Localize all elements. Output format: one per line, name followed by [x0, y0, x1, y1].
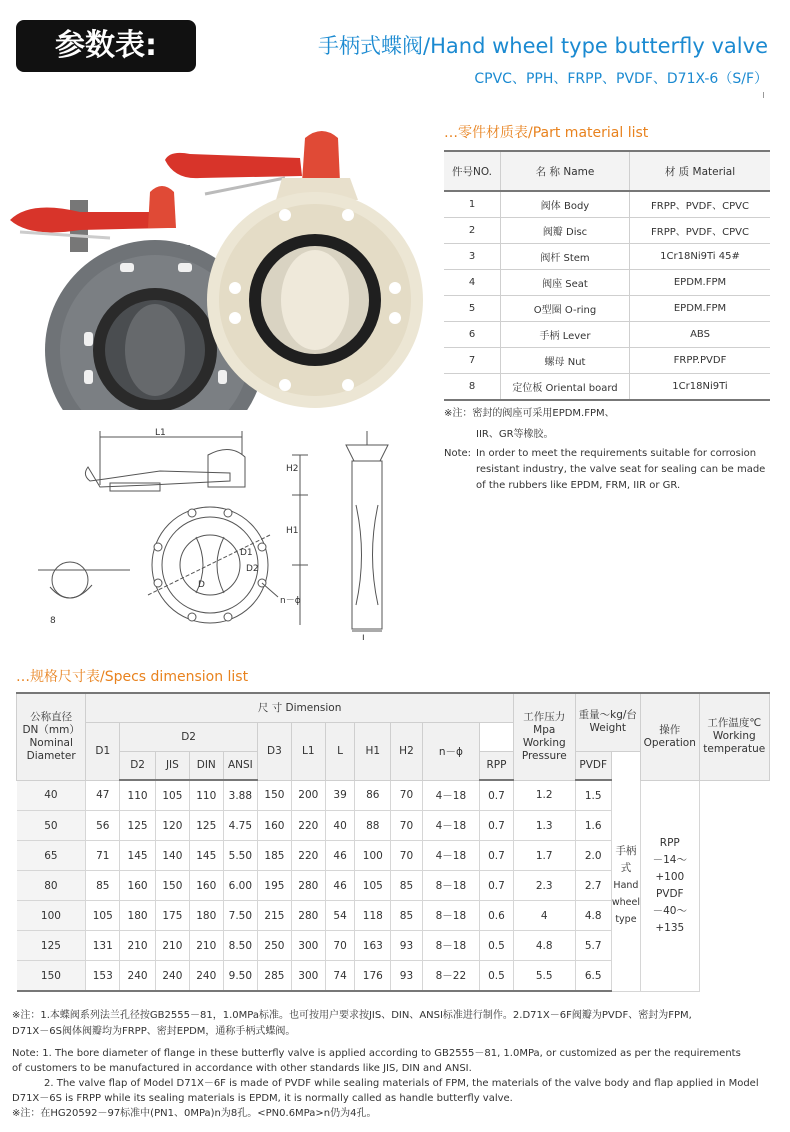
spec-cell-d1: 56	[86, 811, 120, 841]
footer-note-en-2: of customers to be manufactured in accordance with other standards like JIS, DIN and ANSI.	[12, 1063, 472, 1074]
h-nominal-2: DN（mm）	[22, 723, 80, 736]
h-temp-1: 工作温度℃	[707, 717, 762, 730]
part-name: 阀体 Body	[501, 191, 630, 218]
spec-cell-n-phi: 4－18	[422, 811, 479, 841]
section-badge: 参数表:	[16, 20, 196, 72]
spec-cell-dn: 100	[17, 901, 86, 931]
part-name: 阀座 Seat	[501, 270, 630, 296]
spec-cell-ansi: 6.00	[223, 871, 257, 901]
parts-row	[444, 374, 770, 401]
parts-row	[444, 348, 770, 374]
part-no: 2	[444, 218, 501, 244]
spec-col-l: L	[325, 722, 355, 780]
spec-cell-n-phi: 8－18	[422, 871, 479, 901]
spec-col-pressure	[513, 693, 575, 780]
part-material: FRPP、PVDF、CPVC	[630, 191, 771, 218]
h-nominal-3: Nominal	[29, 736, 73, 749]
spec-col-weight	[575, 693, 640, 751]
spec-cell-din: 180	[189, 901, 223, 931]
spec-col-d2-din: DIN	[189, 751, 223, 780]
spec-cell-l: 70	[325, 931, 355, 961]
spec-col-d3: D3	[257, 722, 291, 780]
operation-line: type	[615, 913, 637, 925]
spec-cell-pressure: 0.7	[480, 841, 514, 871]
spec-cell-l1: 200	[291, 780, 325, 811]
part-no: 4	[444, 270, 501, 296]
spec-cell-l: 46	[325, 841, 355, 871]
spec-cell-d3: 285	[257, 961, 291, 992]
spec-cell-l: 74	[325, 961, 355, 992]
spec-cell-operation	[611, 780, 640, 991]
spec-cell-jis: 140	[155, 841, 189, 871]
spec-cell-ansi: 4.75	[223, 811, 257, 841]
part-name: 定位板 Oriental board	[501, 374, 630, 401]
spec-col-operation	[641, 693, 700, 780]
parts-row	[444, 218, 770, 244]
spec-cell-d2: 160	[120, 871, 156, 901]
spec-cell-dn: 50	[17, 811, 86, 841]
h-nominal-1: 公称直径	[30, 710, 73, 723]
parts-note-cn-1: ※注：密封的阀座可采用EPDM.FPM、	[444, 408, 615, 419]
spec-cell-d1: 105	[86, 901, 120, 931]
spec-cell-n-phi: 4－18	[422, 780, 479, 811]
spec-col-d1: D1	[86, 722, 120, 780]
spec-cell-d1: 153	[86, 961, 120, 992]
spec-cell-jis: 120	[155, 811, 189, 841]
parts-table	[444, 150, 770, 401]
h-pressure-4: Pressure	[521, 749, 567, 762]
dim-D: D	[198, 580, 205, 590]
spec-cell-d2: 110	[120, 780, 156, 811]
dim-H1: H1	[286, 526, 299, 536]
part-name: 阀杆 Stem	[501, 244, 630, 270]
spec-cell-dn: 40	[17, 780, 86, 811]
parts-note-en-1: In order to meet the requirements suitable for corrosion	[476, 448, 757, 459]
spec-cell-jis: 240	[155, 961, 189, 992]
parts-row	[444, 244, 770, 270]
spec-cell-ansi: 8.50	[223, 931, 257, 961]
operation-line: 手柄式	[615, 844, 637, 874]
parts-row	[444, 296, 770, 322]
spec-cell-weight-pvdf: 4.8	[575, 901, 611, 931]
part-name: 螺母 Nut	[501, 348, 630, 374]
spec-cell-d1: 131	[86, 931, 120, 961]
spec-cell-h2: 70	[391, 811, 423, 841]
spec-cell-n-phi: 4－18	[422, 841, 479, 871]
parts-note-en-label: Note:	[444, 448, 472, 459]
spec-col-h2: H2	[391, 722, 423, 780]
spec-cell-l: 40	[325, 811, 355, 841]
parts-row	[444, 322, 770, 348]
valve-photo	[0, 120, 430, 410]
spec-cell-h1: 163	[355, 931, 391, 961]
header-divider	[763, 92, 764, 98]
spec-cell-h1: 176	[355, 961, 391, 992]
spec-cell-weight-pvdf: 6.5	[575, 961, 611, 992]
spec-cell-ansi: 9.50	[223, 961, 257, 992]
spec-cell-d1: 71	[86, 841, 120, 871]
spec-cell-weight-rpp: 4	[513, 901, 575, 931]
spec-cell-pressure: 0.7	[480, 871, 514, 901]
footer-note-en-4: D71X－6S is FRPP while its sealing materials is EPDM, it is normally called as handle butterfly valve.	[12, 1093, 513, 1104]
spec-cell-d3: 215	[257, 901, 291, 931]
part-no: 7	[444, 348, 501, 374]
h-weight-2: Weight	[589, 722, 627, 735]
spec-cell-l1: 300	[291, 961, 325, 992]
spec-cell-l: 46	[325, 871, 355, 901]
footer-note-en-3: 2. The valve flap of Model D71X－6F is made of PVDF while sealing materials of FPM, the materials of the valve body and flap applied in Model	[44, 1078, 759, 1089]
h-temp-3: temperatue	[703, 743, 766, 756]
spec-cell-h1: 118	[355, 901, 391, 931]
spec-cell-d3: 160	[257, 811, 291, 841]
dim-L: L	[362, 634, 368, 640]
spec-cell-dn: 65	[17, 841, 86, 871]
spec-row	[17, 780, 770, 811]
temperature-line: －14～+100	[652, 853, 687, 883]
part-material: 1Cr18Ni9Ti 45#	[630, 244, 771, 270]
dim-H2: H2	[286, 464, 299, 474]
part-material: EPDM.FPM	[630, 296, 771, 322]
spec-col-d2: D2	[120, 722, 258, 751]
spec-cell-l1: 220	[291, 841, 325, 871]
spec-cell-jis: 210	[155, 931, 189, 961]
spec-cell-h1: 86	[355, 780, 391, 811]
footer-note-cn-2: D71X－6S阀体阀瓣均为FRPP、密封EPDM，通称手柄式蝶阀。	[12, 1026, 296, 1037]
dim-ref-8: 8	[50, 616, 56, 626]
spec-col-dimension: 尺 寸 Dimension	[86, 693, 514, 722]
part-no: 1	[444, 191, 501, 218]
spec-col-nphi: n－ϕ	[422, 722, 479, 780]
spec-cell-ansi: 7.50	[223, 901, 257, 931]
spec-cell-jis: 175	[155, 901, 189, 931]
spec-cell-l: 54	[325, 901, 355, 931]
page-subtitle: CPVC、PPH、FRPP、PVDF、D71X-6（S/F）	[474, 71, 768, 87]
parts-heading: …零件材质表/Part material list	[444, 125, 649, 141]
spec-cell-d2: 240	[120, 961, 156, 992]
footer-note-cn-3: ※注：在HG20592－97标准中(PN1、0MPa)n为8孔。<PN0.6MPa>n仍为4孔。	[12, 1108, 377, 1119]
spec-cell-l1: 280	[291, 871, 325, 901]
part-name: 阀瓣 Disc	[501, 218, 630, 244]
spec-cell-ansi: 3.88	[223, 780, 257, 811]
spec-cell-h2: 70	[391, 841, 423, 871]
spec-col-l1: L1	[291, 722, 325, 780]
spec-col-weight-pvdf: PVDF	[575, 751, 611, 780]
part-no: 5	[444, 296, 501, 322]
spec-cell-d2: 180	[120, 901, 156, 931]
spec-cell-weight-pvdf: 2.0	[575, 841, 611, 871]
spec-cell-pressure: 0.7	[480, 780, 514, 811]
part-material: 1Cr18Ni9Ti	[630, 374, 771, 401]
h-weight-1: 重量～kg/台	[578, 709, 637, 722]
parts-note-en-2: resistant industry, the valve seat for sealing can be made	[476, 464, 766, 475]
footer-note-cn-1: ※注：1.本蝶阀系列法兰孔径按GB2555－81，1.0MPa标准。也可按用户要求按JIS、DIN、ANSI标准进行制作。2.D71X－6F阀瓣为PVDF、密封为FPM,	[12, 1010, 692, 1021]
spec-cell-weight-rpp: 1.7	[513, 841, 575, 871]
spec-cell-weight-rpp: 1.3	[513, 811, 575, 841]
spec-cell-weight-pvdf: 1.5	[575, 780, 611, 811]
part-name: 手柄 Lever	[501, 322, 630, 348]
spec-cell-pressure: 0.7	[480, 811, 514, 841]
spec-cell-h1: 88	[355, 811, 391, 841]
h-operation-1: 操作	[659, 723, 681, 736]
spec-cell-din: 240	[189, 961, 223, 992]
parts-note-en-3: of the rubbers like EPDM, FRM, IIR or GR.	[476, 480, 681, 491]
dim-n-phi: n－ϕ	[280, 596, 301, 606]
dim-L1: L1	[155, 428, 166, 438]
page-title: 手柄式蝶阀/Hand wheel type butterfly valve	[318, 34, 768, 58]
spec-cell-pressure: 0.5	[480, 961, 514, 992]
spec-cell-jis: 150	[155, 871, 189, 901]
spec-cell-h2: 85	[391, 901, 423, 931]
spec-cell-d3: 195	[257, 871, 291, 901]
h-temp-2: Working	[712, 730, 756, 743]
spec-cell-dn: 80	[17, 871, 86, 901]
spec-cell-weight-pvdf: 5.7	[575, 931, 611, 961]
spec-cell-pressure: 0.5	[480, 931, 514, 961]
parts-col-material: 材 质 Material	[630, 151, 771, 191]
operation-line: wheel	[611, 896, 640, 908]
spec-cell-ansi: 5.50	[223, 841, 257, 871]
spec-col-nominal	[17, 693, 86, 780]
dim-D1: D1	[240, 548, 253, 558]
spec-header-row-1	[17, 693, 770, 722]
spec-col-d2-jis: JIS	[155, 751, 189, 780]
spec-cell-weight-pvdf: 2.7	[575, 871, 611, 901]
spec-cell-weight-pvdf: 1.6	[575, 811, 611, 841]
spec-cell-din: 145	[189, 841, 223, 871]
spec-cell-d2: 125	[120, 811, 156, 841]
spec-cell-dn: 150	[17, 961, 86, 992]
spec-col-temp	[699, 693, 769, 780]
operation-line: Hand	[613, 879, 639, 891]
dim-D2: D2	[246, 564, 259, 574]
parts-col-name: 名 称 Name	[501, 151, 630, 191]
spec-cell-d1: 85	[86, 871, 120, 901]
spec-cell-n-phi: 8－18	[422, 931, 479, 961]
part-material: FRPP、PVDF、CPVC	[630, 218, 771, 244]
part-material: ABS	[630, 322, 771, 348]
spec-cell-d3: 250	[257, 931, 291, 961]
spec-cell-l1: 220	[291, 811, 325, 841]
spec-cell-din: 125	[189, 811, 223, 841]
parts-header-row	[444, 151, 770, 191]
parts-col-no: 件号NO.	[444, 151, 501, 191]
spec-cell-h1: 105	[355, 871, 391, 901]
spec-col-d2-d2: D2	[120, 751, 156, 780]
spec-cell-l1: 300	[291, 931, 325, 961]
spec-cell-h2: 85	[391, 871, 423, 901]
parts-row	[444, 191, 770, 218]
part-name: O型圈 O-ring	[501, 296, 630, 322]
h-operation-2: Operation	[643, 736, 696, 749]
spec-col-d2-ansi: ANSI	[223, 751, 257, 780]
spec-cell-h2: 93	[391, 961, 423, 992]
spec-cell-din: 160	[189, 871, 223, 901]
part-no: 8	[444, 374, 501, 401]
spec-cell-d3: 150	[257, 780, 291, 811]
spec-cell-weight-rpp: 2.3	[513, 871, 575, 901]
spec-cell-d3: 185	[257, 841, 291, 871]
temperature-line: RPP	[659, 836, 680, 849]
spec-cell-h1: 100	[355, 841, 391, 871]
spec-cell-din: 110	[189, 780, 223, 811]
h-pressure-2: Mpa	[533, 723, 556, 736]
technical-drawing	[30, 425, 430, 640]
parts-note-cn-2: IIR、GR等橡胶。	[476, 429, 554, 440]
h-nominal-4: Diameter	[26, 749, 76, 762]
spec-cell-d1: 47	[86, 780, 120, 811]
spec-cell-l1: 280	[291, 901, 325, 931]
specs-heading: …规格尺寸表/Specs dimension list	[16, 669, 249, 685]
spec-cell-weight-rpp: 1.2	[513, 780, 575, 811]
temperature-line: －40～+135	[652, 904, 687, 934]
spec-cell-d2: 210	[120, 931, 156, 961]
spec-cell-din: 210	[189, 931, 223, 961]
spec-table	[16, 692, 770, 992]
spec-cell-n-phi: 8－22	[422, 961, 479, 992]
h-pressure-3: Working	[522, 736, 566, 749]
spec-cell-h2: 93	[391, 931, 423, 961]
spec-cell-jis: 105	[155, 780, 189, 811]
spec-col-weight-rpp: RPP	[480, 751, 514, 780]
part-no: 6	[444, 322, 501, 348]
spec-cell-temperature	[641, 780, 700, 991]
h-pressure-1: 工作压力	[523, 710, 566, 723]
temperature-line: PVDF	[655, 887, 684, 900]
spec-cell-dn: 125	[17, 931, 86, 961]
parts-row	[444, 270, 770, 296]
spec-cell-weight-rpp: 5.5	[513, 961, 575, 992]
part-material: FRPP.PVDF	[630, 348, 771, 374]
spec-cell-n-phi: 8－18	[422, 901, 479, 931]
footer-note-en-1: Note: 1. The bore diameter of flange in these butterfly valve is applied according to GB2555－81, 1.0MPa, or customized as per the requirements	[12, 1048, 741, 1059]
part-no: 3	[444, 244, 501, 270]
spec-cell-l: 39	[325, 780, 355, 811]
spec-cell-pressure: 0.6	[480, 901, 514, 931]
spec-col-h1: H1	[355, 722, 391, 780]
spec-cell-d2: 145	[120, 841, 156, 871]
spec-cell-h2: 70	[391, 780, 423, 811]
spec-cell-weight-rpp: 4.8	[513, 931, 575, 961]
part-material: EPDM.FPM	[630, 270, 771, 296]
